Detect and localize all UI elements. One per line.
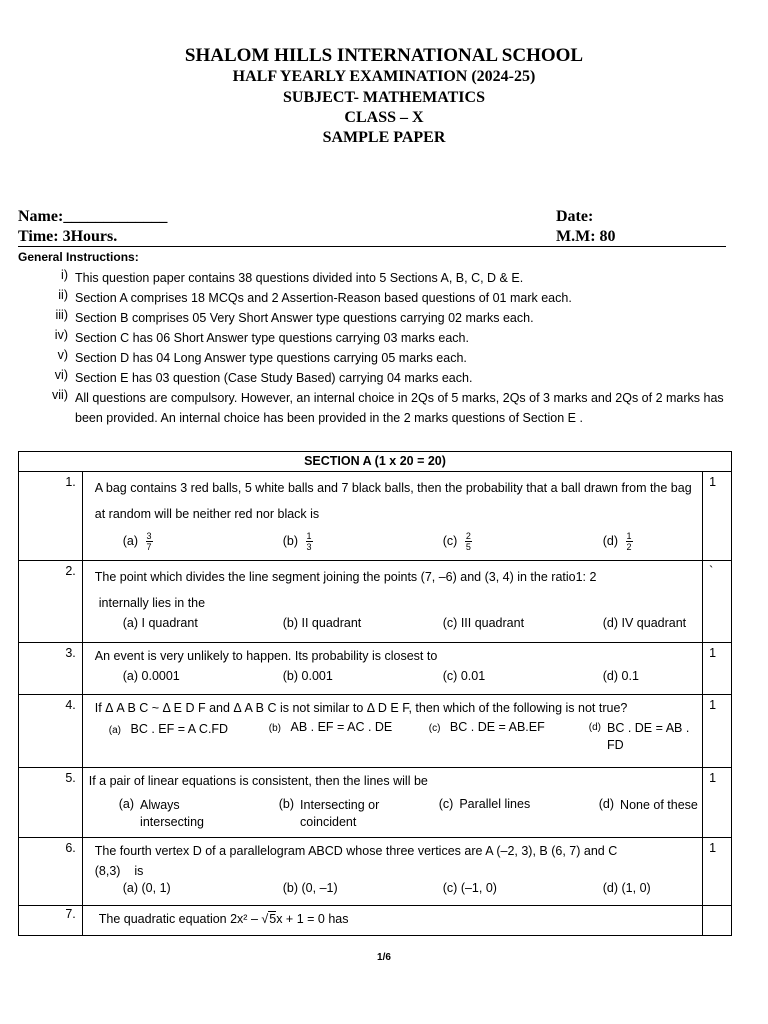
option-b bbox=[283, 531, 313, 552]
fraction bbox=[306, 531, 313, 552]
section-title: SECTION A (1 x 20 = 20) bbox=[19, 452, 732, 472]
question-marks: 1 bbox=[703, 695, 732, 768]
option-label: (b) bbox=[268, 723, 281, 734]
max-marks-field: M.M: 80 bbox=[556, 228, 616, 245]
options bbox=[83, 666, 702, 692]
question-marks: 1 bbox=[703, 768, 732, 838]
question-text-line2: internally lies in the bbox=[98, 596, 206, 610]
option-b: (b) II quadrant bbox=[282, 616, 362, 630]
option-c bbox=[443, 531, 472, 552]
instruction-number: vii) bbox=[52, 388, 68, 402]
numerator: 1 bbox=[626, 531, 632, 541]
question-marks: 1 bbox=[703, 472, 732, 561]
option-text: AB . EF = AC . DE bbox=[290, 720, 393, 734]
options bbox=[83, 791, 702, 837]
option-a bbox=[109, 722, 228, 736]
question-row bbox=[19, 643, 732, 695]
section-a-table bbox=[18, 451, 732, 936]
sqrt-radicand: 5 bbox=[269, 912, 277, 926]
question-number: 1. bbox=[19, 472, 83, 561]
exam-title: HALF YEARLY EXAMINATION (2024-25) bbox=[232, 68, 536, 85]
instruction-text: All questions are compulsory. However, an internal choice in 2Qs of 5 marks, 2Qs of 3 marks and 2Qs of 2 marks has been provided. An internal choice has been provided in the 2 marks questions of Section E . bbox=[75, 391, 724, 425]
option-label: (a) bbox=[108, 725, 121, 736]
class-title: CLASS – X bbox=[344, 109, 424, 126]
instruction-text: This question paper contains 38 questions divided into 5 Sections A, B, C, D & E. bbox=[75, 271, 524, 285]
question-cell bbox=[82, 768, 702, 838]
instruction-number: vi) bbox=[54, 368, 68, 382]
question-text-line2: (8,3) is bbox=[94, 864, 144, 878]
option-d bbox=[599, 797, 699, 814]
fraction bbox=[465, 531, 472, 552]
option-a: (a) I quadrant bbox=[122, 616, 198, 630]
option-label: (d) bbox=[602, 533, 619, 548]
option-d bbox=[589, 720, 701, 754]
instruction-number: iv) bbox=[54, 328, 68, 342]
instruction-text: Section B comprises 05 Very Short Answer type questions carrying 02 marks each. bbox=[75, 311, 534, 325]
numerator: 3 bbox=[146, 531, 152, 541]
question-marks: ` bbox=[703, 561, 732, 643]
option-label: (c) bbox=[442, 533, 458, 548]
option-d: (d) (1, 0) bbox=[602, 881, 651, 895]
option-c bbox=[429, 720, 545, 734]
name-field: Name:_____________ bbox=[18, 208, 168, 225]
time-field: Time: 3Hours. bbox=[18, 228, 118, 245]
school-name: SHALOM HILLS INTERNATIONAL SCHOOL bbox=[184, 45, 584, 66]
instruction-number: ii) bbox=[58, 288, 68, 302]
question-marks: 1 bbox=[703, 838, 732, 906]
option-a: (a) 0.0001 bbox=[122, 669, 180, 683]
option-b: (b) 0.001 bbox=[282, 669, 333, 683]
instructions-title: General Instructions: bbox=[18, 250, 139, 264]
instruction-text: Section D has 04 Long Answer type questions carrying 05 marks each. bbox=[75, 351, 467, 365]
option-d: (d) 0.1 bbox=[602, 669, 639, 683]
question-cell bbox=[82, 561, 702, 643]
question-cell bbox=[82, 906, 702, 936]
question-row bbox=[19, 695, 732, 768]
numerator: 1 bbox=[306, 531, 312, 541]
option-d bbox=[603, 531, 633, 552]
option-text: BC . DE = AB.EF bbox=[449, 720, 545, 734]
page-number: 1/6 bbox=[377, 952, 391, 963]
option-text: Always intersecting bbox=[140, 798, 204, 829]
question-text: If Δ A B C ~ Δ E D F and Δ A B C is not similar to Δ D E F, then which of the following is not true? bbox=[94, 701, 628, 715]
numerator: 2 bbox=[465, 531, 471, 541]
options bbox=[83, 527, 702, 557]
question-marks: 1 bbox=[703, 643, 732, 695]
option-label: (a) bbox=[118, 797, 135, 811]
option-a bbox=[123, 531, 153, 552]
option-c: (c) III quadrant bbox=[442, 616, 525, 630]
question-text: A bag contains 3 red balls, 5 white balls and 7 black balls, then the probability that a ball drawn from the bag at random will be neither red nor black is bbox=[94, 481, 692, 521]
question-number: 7. bbox=[19, 906, 83, 936]
question-number: 2. bbox=[19, 561, 83, 643]
option-a bbox=[119, 797, 239, 831]
option-a: (a) (0, 1) bbox=[122, 881, 171, 895]
denominator: 2 bbox=[626, 542, 632, 552]
question-row bbox=[19, 906, 732, 936]
question-row bbox=[19, 838, 732, 906]
option-c: (c) 0.01 bbox=[442, 669, 486, 683]
option-c bbox=[439, 797, 530, 811]
equation-start: The quadratic equation 2x² – bbox=[98, 912, 262, 926]
question-cell bbox=[82, 643, 702, 695]
option-text: None of these bbox=[620, 798, 698, 812]
instruction-text: Section C has 06 Short Answer type questions carrying 03 marks each. bbox=[75, 331, 469, 345]
question-cell bbox=[82, 838, 702, 906]
question-number: 3. bbox=[19, 643, 83, 695]
question-cell bbox=[82, 472, 702, 561]
question-number: 5. bbox=[19, 768, 83, 838]
option-text: Intersecting or coincident bbox=[300, 798, 380, 829]
option-c: (c) (–1, 0) bbox=[442, 881, 497, 895]
question-text: If a pair of linear equations is consistent, then the lines will be bbox=[88, 774, 428, 788]
option-label: (a) bbox=[122, 533, 139, 548]
option-label: (b) bbox=[282, 533, 299, 548]
instruction-text: Section A comprises 18 MCQs and 2 Assertion-Reason based questions of 01 mark each. bbox=[75, 291, 572, 305]
fraction bbox=[626, 531, 633, 552]
question-number: 6. bbox=[19, 838, 83, 906]
instruction-text: Section E has 03 question (Case Study Based) carrying 04 marks each. bbox=[75, 371, 473, 385]
options bbox=[83, 718, 702, 766]
option-label: (d) bbox=[588, 722, 601, 733]
paper-title: SAMPLE PAPER bbox=[322, 129, 446, 146]
instruction-number: v) bbox=[57, 348, 68, 362]
option-b bbox=[269, 720, 393, 734]
question-row bbox=[19, 768, 732, 838]
option-text: BC . EF = A C.FD bbox=[130, 722, 229, 736]
question-text: An event is very unlikely to happen. Its probability is closest to bbox=[94, 649, 438, 663]
question-text bbox=[83, 906, 702, 926]
denominator: 7 bbox=[146, 542, 152, 552]
denominator: 5 bbox=[465, 542, 471, 552]
option-label: (c) bbox=[438, 797, 454, 811]
question-text-line1: The fourth vertex D of a parallelogram ABCD whose three vertices are A (–2, 3), B (6, 7) and C bbox=[94, 844, 618, 858]
options bbox=[83, 881, 702, 903]
option-b bbox=[279, 797, 419, 831]
option-d: (d) IV quadrant bbox=[602, 616, 687, 630]
sqrt-symbol: √ bbox=[261, 912, 269, 926]
question-row bbox=[19, 561, 732, 643]
question-text-line1: The point which divides the line segment joining the points (7, –6) and (3, 4) in the ratio1: 2 bbox=[94, 570, 597, 584]
denominator: 3 bbox=[306, 542, 312, 552]
instruction-number: iii) bbox=[55, 308, 68, 322]
equation-end: x + 1 = 0 has bbox=[276, 912, 349, 926]
section-header-row bbox=[19, 452, 732, 472]
option-label: (d) bbox=[598, 797, 615, 811]
option-label: (b) bbox=[278, 797, 295, 811]
option-label: (c) bbox=[428, 723, 441, 734]
option-text: BC . DE = AB . FD bbox=[607, 721, 690, 752]
question-row bbox=[19, 472, 732, 561]
fraction bbox=[146, 531, 153, 552]
header-divider bbox=[18, 246, 726, 247]
date-field: Date: bbox=[556, 208, 594, 225]
question-number: 4. bbox=[19, 695, 83, 768]
question-cell bbox=[82, 695, 702, 768]
instruction-number: i) bbox=[61, 268, 68, 282]
option-b: (b) (0, –1) bbox=[282, 881, 338, 895]
option-text: Parallel lines bbox=[459, 797, 531, 811]
question-marks bbox=[703, 906, 732, 936]
subject-title: SUBJECT- MATHEMATICS bbox=[283, 89, 485, 106]
options bbox=[83, 616, 702, 642]
